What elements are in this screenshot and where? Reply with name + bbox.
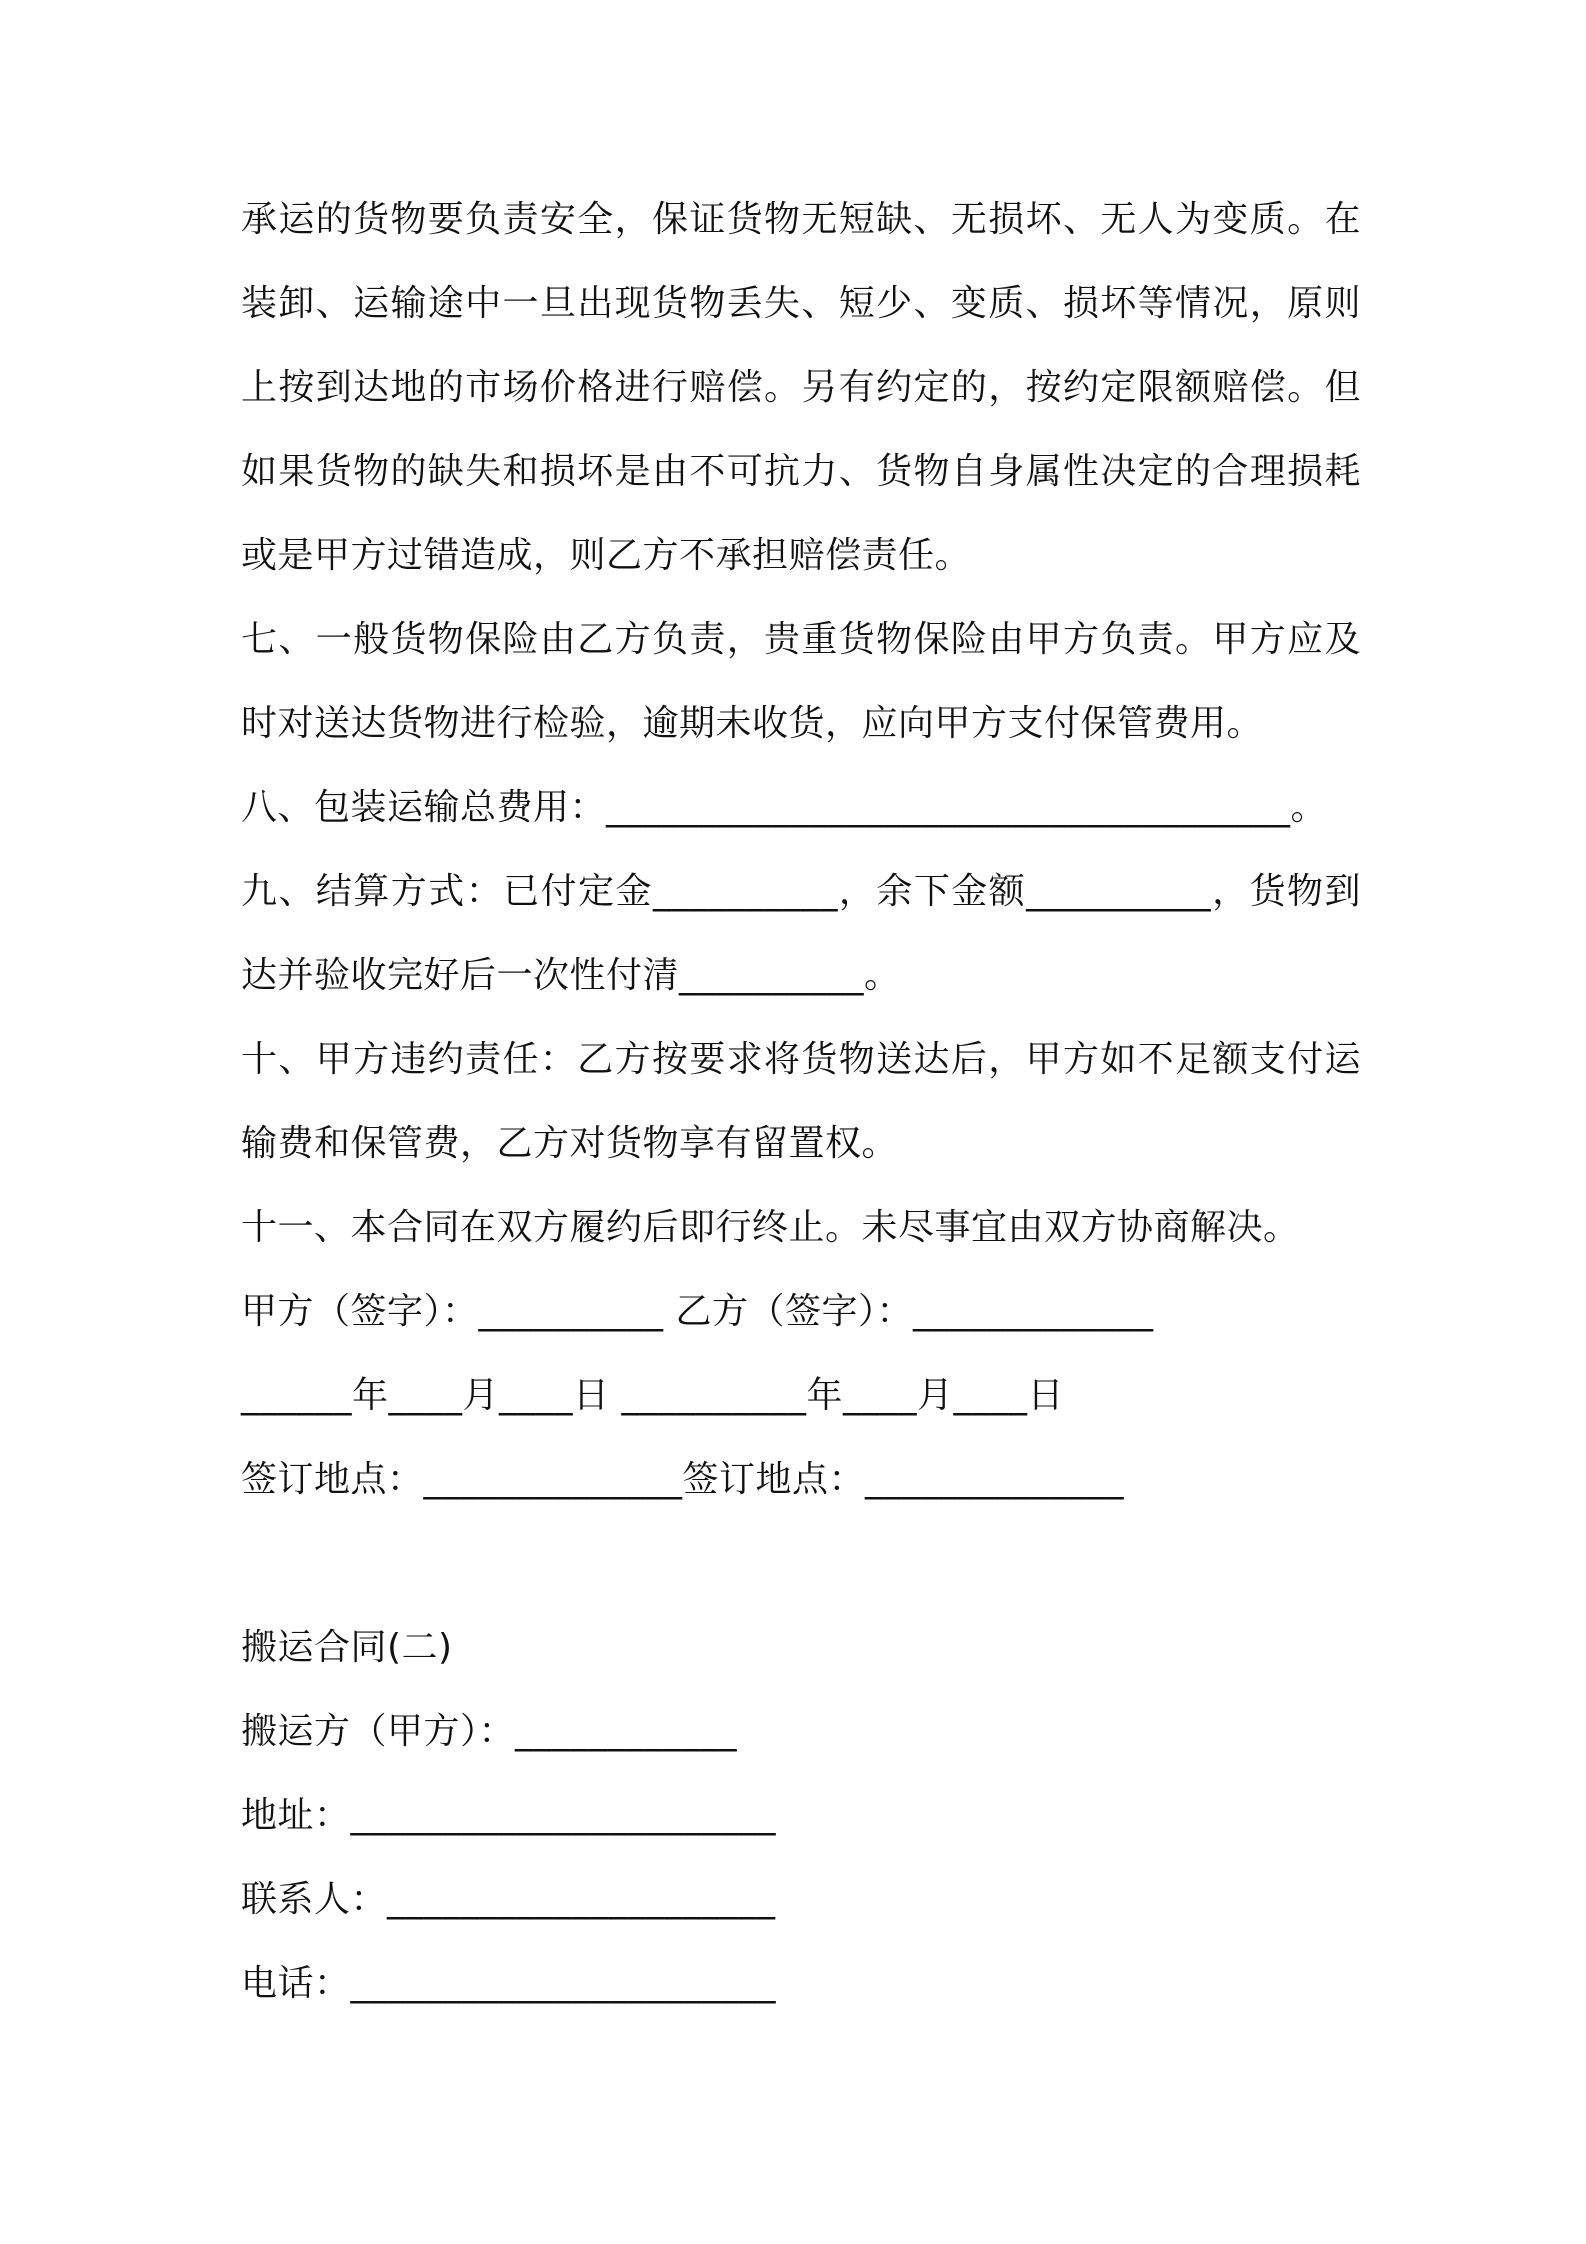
paragraph-line: 上按到达地的市场价格进行赔偿。另有约定的，按约定限额赔偿。但 <box>241 367 1361 408</box>
clause-10-line: 输费和保管费，乙方对货物享有留置权。 <box>241 1123 899 1164</box>
clause-9-line: 九、结算方式：已付定金__________，余下金额__________，货物到 <box>241 871 1361 912</box>
clause-10-line: 十、甲方违约责任：乙方按要求将货物送达后，甲方如不足额支付运 <box>241 1039 1361 1080</box>
signature-line: 甲方（签字）：__________ 乙方（签字）：_____________ <box>241 1291 1154 1332</box>
clause-8-line: 八、包装运输总费用：_____________________________________。 <box>241 787 1328 828</box>
clause-7-line: 时对送达货物进行检验，逾期未收货，应向甲方支付保管费用。 <box>241 703 1264 744</box>
mover-party-line: 搬运方（甲方）：____________ <box>241 1711 738 1752</box>
signing-place-line: 签订地点：______________签订地点：______________ <box>241 1459 1125 1500</box>
clause-11-line: 十一、本合同在双方履约后即行终止。未尽事宜由双方协商解决。 <box>241 1207 1300 1248</box>
phone-line: 电话：_______________________ <box>241 1963 777 2004</box>
address-line: 地址：_______________________ <box>241 1795 777 1836</box>
paragraph-line: 装卸、运输途中一旦出现货物丢失、短少、变质、损坏等情况，原则 <box>241 283 1361 324</box>
clause-9-line: 达并验收完好后一次性付清__________。 <box>241 955 901 996</box>
contract-title: 搬运合同(二) <box>241 1627 453 1668</box>
paragraph-line: 如果货物的缺失和损坏是由不可抗力、货物自身属性决定的合理损耗 <box>241 451 1361 492</box>
date-line: ______年____月____日 __________年____月____日 <box>241 1375 1064 1416</box>
paragraph-line: 或是甲方过错造成，则乙方不承担赔偿责任。 <box>241 535 972 576</box>
contact-person-line: 联系人：_____________________ <box>241 1879 776 1920</box>
paragraph-line: 承运的货物要负责安全，保证货物无短缺、无损坏、无人为变质。在 <box>241 199 1361 240</box>
clause-7-line: 七、一般货物保险由乙方负责，贵重货物保险由甲方负责。甲方应及 <box>241 619 1361 660</box>
